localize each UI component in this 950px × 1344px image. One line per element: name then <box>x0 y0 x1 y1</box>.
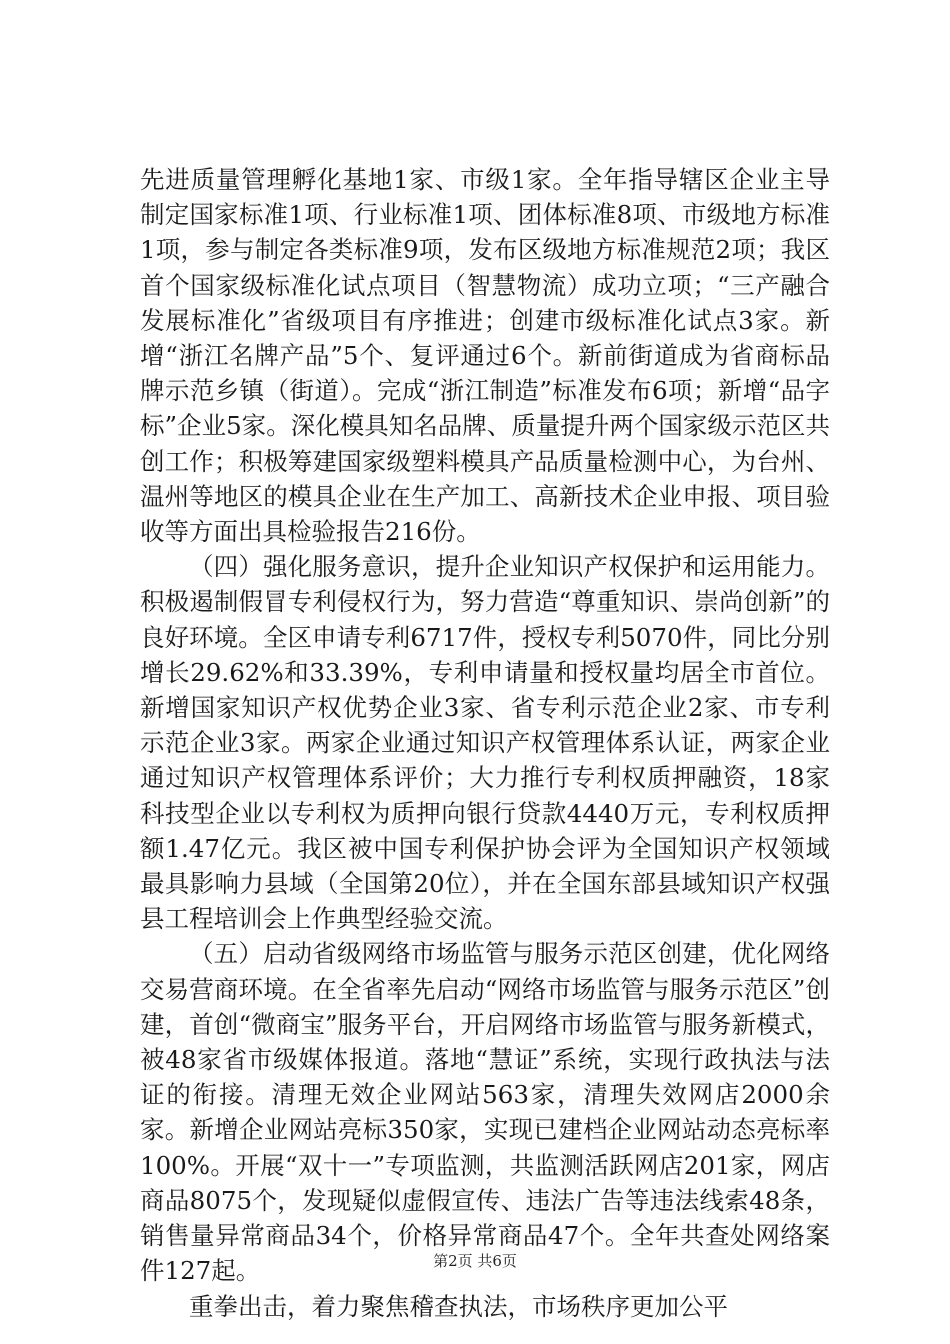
paragraph-quality-standards: 先进质量管理孵化基地1家、市级1家。全年指导辖区企业主导制定国家标准1项、行业标准1项、团体标准8项、市级地方标准1项，参与制定各类标准9项，发布区级地方标准规范2项；我区首个国家级标准化试点项目（智慧物流）成功立项；“三产融合发展标准化”省级项目有序推进；创建市级标准化试点3家。新增“浙江名牌产品”5个、复评通过6个。新前街道成为省商标品牌示范乡镇（街道）。完成“浙江制造”标准发布6项；新增“品字标”企业5家。深化模具知名品牌、质量提升两个国家级示范区共创工作；积极筹建国家级塑料模具产品质量检测中心，为台州、温州等地区的模具企业在生产加工、高新技术企业申报、项目验收等方面出具检验报告216份。 <box>140 165 830 547</box>
paragraph-online-market: （五）启动省级网络市场监管与服务示范区创建，优化网络交易营商环境。在全省率先启动“网络市场监管与服务示范区”创建，首创“微商宝”服务平台，开启网络市场监管与服务新模式，被48家省市级媒体报道。落地“慧证”系统，实现行政执法与法证的衔接。清理无效企业网站563家，清理失效网店2000余家。新增企业网站亮标350家，实现已建档企业网站动态亮标率100%。开展“双十一”专项监测，共监测活跃网店201家，网店商品8075个，发现疑似虚假宣传、违法广告等违法线索48条，销售量异常商品34个，价格异常商品47个。全年共查处网络案件127起。 <box>140 939 830 1286</box>
document-body <box>140 162 830 1324</box>
page-number-footer: 第2页 共6页 <box>433 1252 517 1270</box>
paragraph-enforcement-heading: 重拳出击，着力聚焦稽查执法，市场秩序更加公平 <box>189 1291 728 1321</box>
paragraph-intellectual-property: （四）强化服务意识，提升企业知识产权保护和运用能力。积极遏制假冒专利侵权行为，努力营造“尊重知识、崇尚创新”的良好环境。全区申请专利6717件，授权专利5070件，同比分别增长29.62%和33.39%，专利申请量和授权量均居全市首位。新增国家知识产权优势企业3家、省专利示范企业2家、市专利示范企业3家。两家企业通过知识产权管理体系认证，两家企业通过知识产权管理体系评价；大力推行专利权质押融资，18家科技型企业以专利权为质押向银行贷款4440万元，专利权质押额1.47亿元。我区被中国专利保护协会评为全国知识产权领域最具影响力县域（全国第20位），并在全国东部县域知识产权强县工程培训会上作典型经验交流。 <box>140 552 830 934</box>
